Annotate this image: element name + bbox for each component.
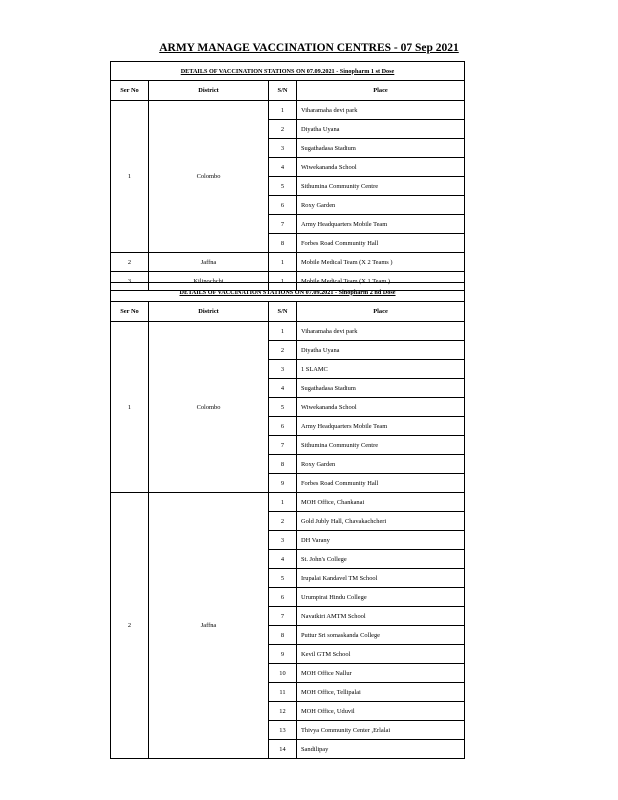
place-cell: MOH Office, Chankanai (297, 493, 465, 512)
header-sn: S/N (269, 81, 297, 101)
place-cell: Sugathadasa Stadium (297, 139, 465, 158)
sn-cell: 6 (269, 588, 297, 607)
sn-cell: 5 (269, 398, 297, 417)
place-cell: Roxy Garden (297, 196, 465, 215)
place-cell: Thivya Community Center ,Erlalai (297, 721, 465, 740)
page-title: ARMY MANAGE VACCINATION CENTRES - 07 Sep 2021 (159, 42, 459, 54)
sn-cell: 8 (269, 626, 297, 645)
vaccination-table-1st-dose (110, 61, 465, 291)
sn-cell: 9 (269, 474, 297, 493)
sn-cell: 3 (269, 531, 297, 550)
place-cell: Wiwekananda School (297, 398, 465, 417)
place-cell: Navatkiri AMTM School (297, 607, 465, 626)
place-cell: Diyatha Uyana (297, 341, 465, 360)
sn-cell: 1 (269, 253, 297, 272)
sn-cell: 13 (269, 721, 297, 740)
place-cell: Kevil GTM School (297, 645, 465, 664)
place-cell: Viharamaha devi park (297, 322, 465, 341)
header-ser-no: Ser No (111, 81, 149, 101)
sn-cell: 5 (269, 177, 297, 196)
district-cell: Colombo (149, 322, 269, 493)
place-cell: Forbes Road Community Hall (297, 474, 465, 493)
sn-cell: 2 (269, 512, 297, 531)
place-cell: DH Varany (297, 531, 465, 550)
place-cell: Diyatha Uyana (297, 120, 465, 139)
table-row (111, 101, 465, 120)
place-cell: Puttur Sri somaskanda College (297, 626, 465, 645)
place-cell: St. John's College (297, 550, 465, 569)
sn-cell: 6 (269, 417, 297, 436)
ser-no-cell: 2 (111, 253, 149, 272)
place-cell: Sandilipay (297, 740, 465, 759)
place-cell: Wiwekananda School (297, 158, 465, 177)
sn-cell: 8 (269, 234, 297, 253)
ser-no-cell: 2 (111, 493, 149, 759)
sn-cell: 3 (269, 360, 297, 379)
sn-cell: 2 (269, 120, 297, 139)
vaccination-table-2nd-dose (110, 282, 465, 759)
sn-cell: 9 (269, 645, 297, 664)
place-cell: 1 SLAMC (297, 360, 465, 379)
sn-cell: 7 (269, 215, 297, 234)
place-cell: Urumpirai Hindu College (297, 588, 465, 607)
ser-no-cell: 1 (111, 101, 149, 253)
header-sn: S/N (269, 302, 297, 322)
sn-cell: 1 (269, 101, 297, 120)
sn-cell: 5 (269, 569, 297, 588)
sn-cell: 1 (269, 322, 297, 341)
header-ser-no: Ser No (111, 302, 149, 322)
table-row (111, 493, 465, 512)
sn-cell: 7 (269, 436, 297, 455)
section-title: DETAILS OF VACCINATION STATIONS ON 07.09.2021 - Sinopharm 2 nd Dose (111, 283, 465, 302)
table-header-row (111, 81, 465, 101)
place-cell: Viharamaha devi park (297, 101, 465, 120)
district-cell: Colombo (149, 101, 269, 253)
place-cell: Sithumina Community Centre (297, 177, 465, 196)
place-cell: Roxy Garden (297, 455, 465, 474)
district-cell: Jaffna (149, 253, 269, 272)
place-cell: MOH Office, Tellipalai (297, 683, 465, 702)
header-district: District (149, 81, 269, 101)
sn-cell: 4 (269, 158, 297, 177)
sn-cell: 6 (269, 196, 297, 215)
table-header-row (111, 302, 465, 322)
sn-cell: 1 (269, 493, 297, 512)
table-row (111, 322, 465, 341)
section-title-row (111, 62, 465, 81)
place-cell: Sugathadasa Stadium (297, 379, 465, 398)
place-cell: Army Headquarters Mobile Team (297, 215, 465, 234)
sn-cell: 12 (269, 702, 297, 721)
district-cell: Jaffna (149, 493, 269, 759)
sn-cell: 2 (269, 341, 297, 360)
place-cell: Mobile Medical Team (X 1 Team ) (297, 272, 465, 291)
sn-cell: 3 (269, 139, 297, 158)
sn-cell: 4 (269, 379, 297, 398)
sn-cell: 7 (269, 607, 297, 626)
sn-cell: 14 (269, 740, 297, 759)
sn-cell: 8 (269, 455, 297, 474)
place-cell: Forbes Road Community Hall (297, 234, 465, 253)
place-cell: Sithumina Community Centre (297, 436, 465, 455)
section-title-row (111, 283, 465, 302)
header-place: Place (297, 302, 465, 322)
section-title: DETAILS OF VACCINATION STATIONS ON 07.09.2021 - Sinopharm 1 st Dose (111, 62, 465, 81)
district-cell: Kilinochchi (149, 272, 269, 291)
table-row (111, 253, 465, 272)
ser-no-cell: 1 (111, 322, 149, 493)
sn-cell: 4 (269, 550, 297, 569)
place-cell: Gold Jubly Hall, Chavakachcheri (297, 512, 465, 531)
place-cell: MOH Office, Uduvil (297, 702, 465, 721)
sn-cell: 10 (269, 664, 297, 683)
sn-cell: 1 (269, 272, 297, 291)
place-cell: Army Headquarters Mobile Team (297, 417, 465, 436)
sn-cell: 11 (269, 683, 297, 702)
place-cell: Irupalai Kandavel TM School (297, 569, 465, 588)
ser-no-cell: 3 (111, 272, 149, 291)
header-place: Place (297, 81, 465, 101)
place-cell: Mobile Medical Team (X 2 Teams ) (297, 253, 465, 272)
header-district: District (149, 302, 269, 322)
place-cell: MOH Office Nallur (297, 664, 465, 683)
